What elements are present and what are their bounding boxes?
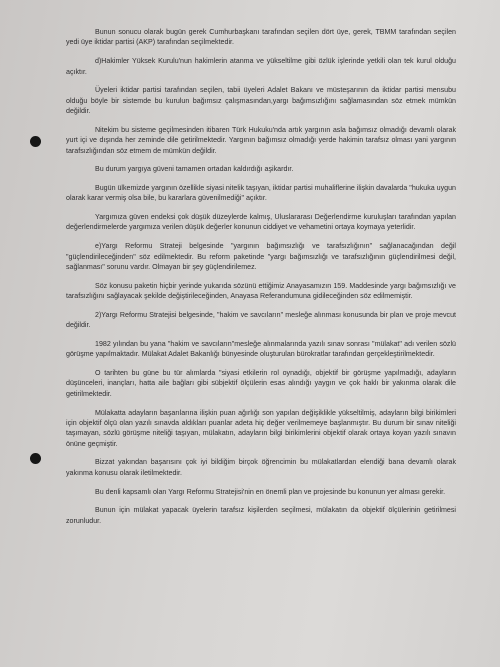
paragraph: Bu durum yargıya güveni tamamen ortadan kaldırdığı aşikardır. xyxy=(95,165,294,174)
paragraph: e)Yargı Reformu Strateji belgesinde "yargının bağımsızlığı ve tarafsızlığının" sağlanacağından değil "güçlendirileceğinden" söz edilmektedir. Bu reform paketinde "yargı bağımsızlığı ve tarafsızlığının güçlendirilmesi değil, sağlanması" sorunu vardır. Olmayan bir şey güçlendirilemez. xyxy=(66,242,456,271)
paragraph: Mülakatta adayların başarılarına ilişkin puan ağırlığı son yapılan değişiklikle yükseltilmiş, adayların bilgi birikimleri için objektif ölçü olan yazılı sınavda aldıkları puanlar adeta hiç değer verilmemeye başlanmıştır. Bu durum bir sınav niteliği taşımayan, sözlü görüşme niteliği taşıyan, mülakatın, adayların bilgi birikimlerini objektif olarak ortaya koyan yazılı sınavın önüne geçmiştir. xyxy=(66,408,456,448)
paragraph: O tarihten bu güne bu tür alımlarda "siyasi etkilerin rol oynadığı, objektif bir görüşme yapılmadığı, adayların düşünceleri, inançları, hatta aile bağları gibi sübjektif ölçülerin esas alındığı yaygın ve çok haklı bir yakınma olarak dile getirilmektedir. xyxy=(66,369,456,398)
paragraph: Bunun sonucu olarak bugün gerek Cumhurbaşkanı tarafından seçilen dört üye, gerek, TBMM tarafından seçilen yedi üye iktidar partisi (AKP) tarafından seçilmektedir. xyxy=(66,28,456,47)
paragraph: Söz konusu paketin hiçbir yerinde yukarıda sözünü ettiğimiz Anayasamızın 159. Maddesinde yargı bağımsızlığı ve tarafsızlığını sağlayacak şekilde değiştirileceğinden, Anayasa Referandumuna gidileceğinden söz edilmemiştir. xyxy=(66,281,456,301)
paragraph: d)Hakimler Yüksek Kurulu'nun hakimlerin atanma ve yükseltilme gibi özlük işlerinde yetkili olan tek kurul olduğu açıktır. xyxy=(66,57,456,76)
paragraph: Bizzat yakından başarısını çok iyi bildiğim birçok öğrencimin bu mülakatlardan elendiği bana devamlı olarak yakınma konusu olarak iletilmektedir. xyxy=(66,458,456,477)
paragraph: 1982 yılından bu yana "hakim ve savcıların"mesleğe alınmalarında yazılı sınav sonrası "mülakat" adı verilen sözlü görüşme yapılmaktadır. Mülakat Adalet Bakanlığı bünyesinde oluşturulan bürokratlar tarafından gerçekleştirilmektedir. xyxy=(66,339,456,359)
paragraph: Üyeleri iktidar partisi tarafından seçilen, tabii üyeleri Adalet Bakanı ve müsteşarının da iktidar partisi mensubu olduğu böyle bir sistemde bu kurulun bağımsız çalışmasından,yargı bağımsızlığını sağlamasından söz etmek mümkün değildir. xyxy=(66,86,456,116)
document-body xyxy=(66,27,456,534)
paragraph: Yargımıza güven endeksi çok düşük düzeylerde kalmış, Uluslararası Değerlendirme kuruluşları tarafından yapılan değerlendirmelerde yargımıza verilen düşük değerler konunun ciddiyet ve vehametini ortaya koymaya yeterlidir. xyxy=(66,213,456,232)
paragraph: Nitekim bu sisteme geçilmesinden itibaren Türk Hukuku'nda artık yargının asla bağımsız olmadığı devamlı olarak yurt içi ve dışında her zeminde dile getirilmektedir. Yargının bağımsız olmadığı yerde hakimin tarafsız olması yani yargının tarafsızlığından söz etmem de mümkün değildir. xyxy=(66,125,456,155)
paragraph: Bu denli kapsamlı olan Yargı Reformu Stratejisi'nin en önemli plan ve projesinde bu konunun yer alması gerekir. xyxy=(95,487,446,496)
punch-hole-top xyxy=(30,136,41,147)
paragraph: 2)Yargı Reformu Stratejisi belgesinde, "hakim ve savcıların" mesleğe alınması konusunda bir plan ve proje mevcut değildir. xyxy=(66,310,456,330)
punch-hole-bottom xyxy=(30,453,41,464)
paragraph: Bugün ülkemizde yargının özellikle siyasi nitelik taşıyan, iktidar partisi muhaliflerine ilişkin davalarda "hukuka uygun olarak karar vermiş olsa bile, bu kararlara güvenilmediği" açıktır. xyxy=(66,183,456,203)
paragraph: Bunun için mülakat yapacak üyelerin tarafsız kişilerden seçilmesi, mülakatın da objektif ölçülerinin getirilmesi zorunludur. xyxy=(66,506,456,525)
